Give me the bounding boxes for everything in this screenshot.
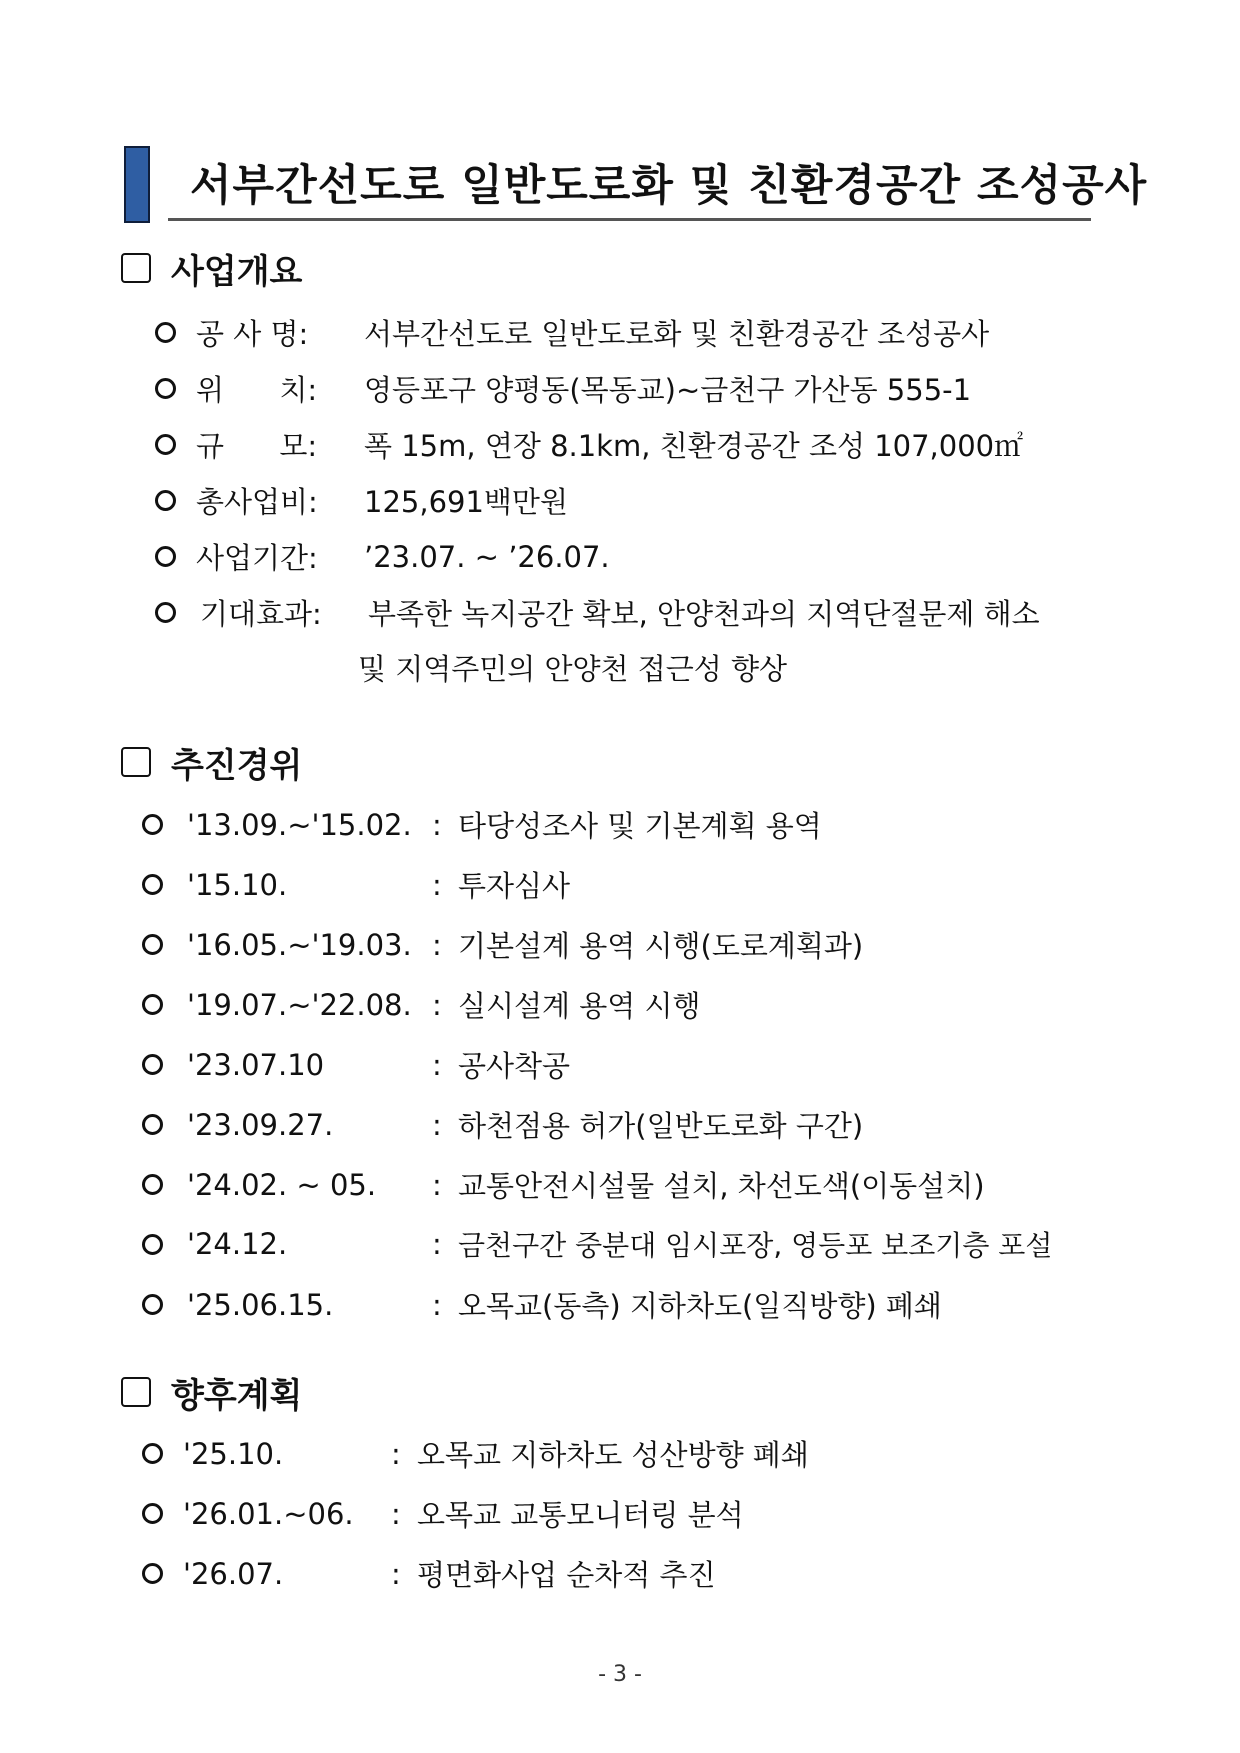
circle-bullet-icon [155,546,176,567]
circle-bullet-icon [155,434,176,455]
circle-bullet-icon [142,1503,163,1524]
history-text: 금천구간 중분대 임시포장, 영등포 보조기층 포설 [458,1229,1053,1262]
history-text: 공사착공 [458,1049,571,1083]
circle-bullet-icon [142,814,163,835]
page-title: 서부간선도로 일반도로화 및 친환경공간 조성공사 [190,161,1148,211]
overview-item [155,480,568,521]
overview-label: 총사업비: [196,485,318,519]
overview-item [155,424,1023,465]
history-date: '24.02. ~ 05. [187,1167,377,1202]
plan-date: '25.10. [183,1436,284,1471]
overview-item [155,368,971,409]
title-underline [168,218,1091,221]
history-text: 타당성조사 및 기본계획 용역 [458,809,822,843]
history-item: '13.09.~'15.02. : 타당성조사 및 기본계획 용역 [142,804,822,845]
overview-value: ’23.07. ~ ’26.07. [364,539,610,574]
checkbox-square-icon [121,253,151,283]
circle-bullet-icon [142,1563,163,1584]
circle-bullet-icon [142,1443,163,1464]
title-accent-bar [124,146,150,223]
circle-bullet-icon [142,1114,163,1135]
overview-item [155,536,610,577]
history-item: '15.10. : 투자심사 [142,864,570,905]
circle-bullet-icon [142,874,163,895]
history-text: 오목교(동측) 지하차도(일직방향) 폐쇄 [458,1289,942,1323]
plan-text: 오목교 교통모니터링 분석 [417,1498,744,1532]
circle-bullet-icon [142,934,163,955]
overview-value: 서부간선도로 일반도로화 및 친환경공간 조성공사 [364,317,990,351]
circle-bullet-icon [155,378,176,399]
plan-item: '26.07. : 평면화사업 순차적 추진 [142,1553,716,1594]
section-overview-title: 사업개요 [171,251,303,292]
history-date: '19.07.~'22.08. [187,987,412,1022]
history-date: '24.12. [187,1227,288,1261]
overview-value-continuation: 및 지역주민의 안양천 접근성 향상 [358,652,788,686]
history-item: '23.09.27. : 하천점용 허가(일반도로화 구간) [142,1104,863,1145]
circle-bullet-icon [142,1054,163,1075]
history-item: '24.02. ~ 05. : 교통안전시설물 설치, 차선도색(이동설치) [142,1164,985,1205]
history-date: '23.09.27. [187,1107,334,1142]
circle-bullet-icon [155,322,176,343]
circle-bullet-icon [142,994,163,1015]
history-item: '24.12. : 금천구간 중분대 임시포장, 영등포 보조기층 포설 [142,1224,1052,1264]
overview-label: 공 사 명: [196,317,309,351]
section-plans [121,1372,303,1416]
history-text: 투자심사 [458,869,571,903]
page-number: - 3 - [598,1662,642,1687]
overview-value: 영등포구 양평동(목동교)~금천구 가산동 555-1 [364,373,972,407]
section-history-title: 추진경위 [171,745,303,786]
plan-text: 평면화사업 순차적 추진 [417,1558,716,1592]
overview-value: 폭 15m, 연장 8.1km, 친환경공간 조성 107,000㎡ [364,429,1024,463]
circle-bullet-icon [142,1234,163,1255]
circle-bullet-icon [142,1294,163,1315]
history-item: '23.07.10 : 공사착공 [142,1044,570,1085]
history-date: '15.10. [187,867,288,902]
history-date: '25.06.15. [187,1287,334,1322]
circle-bullet-icon [142,1174,163,1195]
circle-bullet-icon [155,490,176,511]
plan-date: '26.07. [183,1556,284,1591]
overview-item [155,592,1040,633]
history-text: 기본설계 용역 시행(도로계획과) [458,929,864,963]
plan-date: '26.01.~06. [183,1496,354,1531]
history-text: 교통안전시설물 설치, 차선도색(이동설치) [458,1169,985,1203]
overview-label: 기대효과: [200,597,322,631]
section-history [121,742,303,786]
plan-text: 오목교 지하차도 성산방향 폐쇄 [417,1438,809,1472]
history-date: '13.09.~'15.02. [187,807,412,842]
history-date: '23.07.10 [187,1047,325,1082]
plan-item: '26.01.~06. : 오목교 교통모니터링 분석 [142,1493,744,1534]
section-plans-title: 향후계획 [171,1375,303,1416]
circle-bullet-icon [155,602,176,623]
history-text: 실시설계 용역 시행 [458,989,701,1023]
overview-value: 부족한 녹지공간 확보, 안양천과의 지역단절문제 해소 [368,597,1040,631]
overview-label: 위 치: [196,373,318,407]
section-overview [121,248,303,292]
overview-label: 규 모: [196,429,318,463]
plan-item: '25.10. : 오목교 지하차도 성산방향 폐쇄 [142,1433,809,1474]
history-item: '25.06.15. : 오목교(동측) 지하차도(일직방향) 폐쇄 [142,1284,942,1325]
overview-label: 사업기간: [196,541,318,575]
overview-item [155,312,989,353]
history-item: '16.05.~'19.03. : 기본설계 용역 시행(도로계획과) [142,924,863,965]
history-text: 하천점용 허가(일반도로화 구간) [458,1109,864,1143]
checkbox-square-icon [121,747,151,777]
overview-value: 125,691백만원 [364,485,568,519]
history-date: '16.05.~'19.03. [187,927,412,962]
checkbox-square-icon [121,1377,151,1407]
history-item: '19.07.~'22.08. : 실시설계 용역 시행 [142,984,701,1025]
